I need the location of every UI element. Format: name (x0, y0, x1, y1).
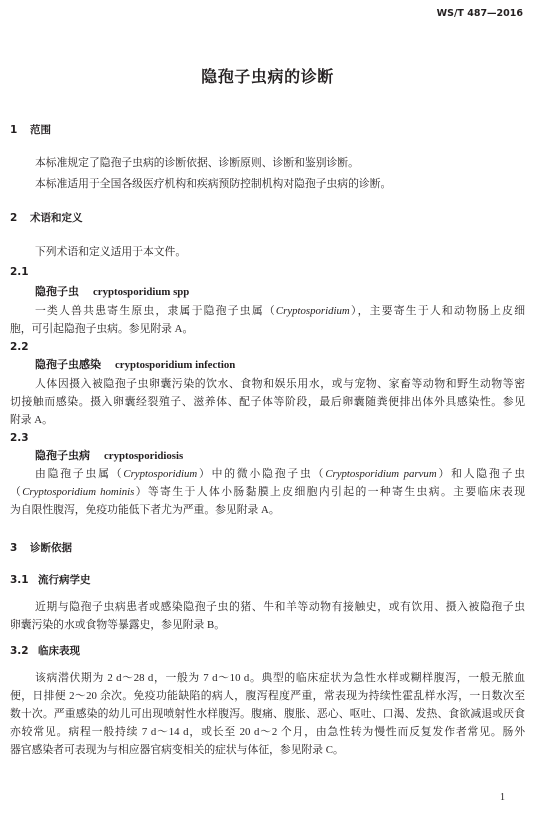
text-segment: 附录 A。 (10, 414, 53, 426)
scope-paragraph (10, 154, 525, 172)
term-number: 2.1 (10, 266, 29, 278)
terms-intro (10, 243, 525, 261)
term-definition (10, 375, 525, 429)
term-chinese: 隐孢子虫病 (35, 449, 90, 462)
paragraph-line: 本标准规定了隐孢子虫病的诊断依据、诊断原则、诊断和鉴别诊断。 (35, 157, 359, 169)
subsection-number: 3.1 (10, 574, 29, 586)
term-number: 2.3 (10, 432, 29, 444)
section-heading-terms (10, 209, 83, 227)
text-segment: 一类人兽共患寄生原虫，隶属于隐孢子虫属（ (35, 305, 276, 317)
definition-line (10, 302, 525, 320)
section-title: 术语和定义 (30, 212, 83, 224)
term-english: cryptosporidium spp (93, 286, 190, 298)
paragraph-line: 本标准适用于全国各级医疗机构和疾病预防控制机构对隐孢子虫病的诊断。 (35, 178, 392, 190)
term-name (35, 356, 235, 374)
definition-line (10, 393, 525, 411)
section-heading-scope (10, 121, 51, 139)
term-name (35, 283, 189, 301)
paragraph-line: 该病潜伏期为 2 d～28 d，一般为 7 d～10 d。典型的临床症状为急性水样或糊样腹泻，一般无脓血 (35, 672, 525, 684)
definition-line (10, 411, 525, 429)
text-segment: 由隐孢子虫属（ (35, 468, 124, 480)
subsection-number: 3.2 (10, 645, 29, 657)
species-name: Cryptosporidium parvum (325, 468, 437, 480)
term-number: 2.2 (10, 341, 29, 353)
section-number: 1 (10, 124, 18, 136)
section-title: 范围 (30, 124, 51, 136)
page-number: 1 (500, 792, 505, 803)
text-segment: ）等寄生于人体小肠黏膜上皮细胞内引起的一种寄生虫病。主要临床表现 (134, 486, 525, 498)
subsection-heading-clinical (10, 642, 80, 660)
paragraph-line: 卵囊污染的水或食物等暴露史，参见附录 B。 (10, 619, 226, 631)
term-english: cryptosporidium infection (115, 359, 236, 371)
paragraph-line: 下列术语和定义适用于本文件。 (35, 246, 187, 258)
subsection-heading-epidemiology (10, 571, 91, 589)
scope-paragraph (10, 175, 525, 193)
text-segment: ）和人隐孢子虫 (436, 468, 525, 480)
term-name (35, 447, 183, 465)
paragraph-line: 近期与隐孢子虫病患者或感染隐孢子虫的猪、牛和羊等动物有接触史，或有饮用、摄入被隐孢子虫 (35, 601, 525, 613)
text-segment: 胞，可引起隐孢子虫病。参见附录 A。 (10, 323, 194, 335)
term-english: cryptosporidiosis (104, 450, 184, 462)
text-segment: ），主要寄生于人和动物肠上皮细 (349, 305, 525, 317)
term-definition (10, 302, 525, 338)
term-definition (10, 465, 525, 519)
text-segment: ）中的微小隐孢子虫（ (197, 468, 326, 480)
subsection-title: 流行病学史 (38, 574, 91, 586)
section-title: 诊断依据 (30, 542, 72, 554)
text-segment: 人体因摄入被隐孢子虫卵囊污染的饮水、食物和娱乐用水，或与宠物、家畜等动物和野生动物等密 (35, 378, 525, 390)
section-number: 3 (10, 542, 18, 554)
genus-name: Cryptosporidium (123, 468, 198, 480)
definition-line (10, 483, 525, 501)
section-number: 2 (10, 212, 18, 224)
clinical-paragraph (10, 669, 525, 759)
subsection-title: 临床表现 (38, 645, 80, 657)
paragraph-line: 数十次。严重感染的幼儿可出现喷射性水样腹泻。腹痛、腹胀、恶心、呕吐、口渴、发热、食欲减退或厌食 (10, 708, 525, 720)
paragraph-line: 亦较常见。病程一般持续 7 d～14 d，或长至 20 d～2 个月，由急性转为慢性而反复发作者常见。肠外 (10, 726, 525, 738)
document-title: 隐孢子虫病的诊断 (201, 67, 334, 86)
standard-code: WS/T 487—2016 (436, 8, 523, 19)
text-segment: 为自限性腹泻，免疫功能低下者尤为严重。参见附录 A。 (10, 504, 280, 516)
term-chinese: 隐孢子虫感染 (35, 358, 101, 371)
paragraph-line: 器官感染者可表现为与相应器官病变相关的症状与体征，参见附录 C。 (10, 744, 344, 756)
species-name: Cryptosporidium hominis (22, 486, 135, 498)
paragraph-line: 便，日排便 2～20 余次。免疫功能缺陷的病人，腹泻程度严重，常表现为持续性霍乱样水泻，一日数次至 (10, 690, 525, 702)
term-chinese: 隐孢子虫 (35, 285, 79, 298)
genus-name: Cryptosporidium (275, 305, 350, 317)
definition-line (10, 375, 525, 393)
section-heading-diagnosis-basis (10, 539, 72, 557)
definition-line (10, 320, 525, 338)
definition-line (10, 501, 525, 519)
text-segment: （ (10, 486, 23, 498)
epidemiology-paragraph (10, 598, 525, 634)
text-segment: 切接触而感染。摄入卵囊经裂殖子、滋养体、配子体等阶段，最后卵囊随粪便排出体外具感染性。参见 (10, 396, 525, 408)
definition-line (10, 465, 525, 483)
